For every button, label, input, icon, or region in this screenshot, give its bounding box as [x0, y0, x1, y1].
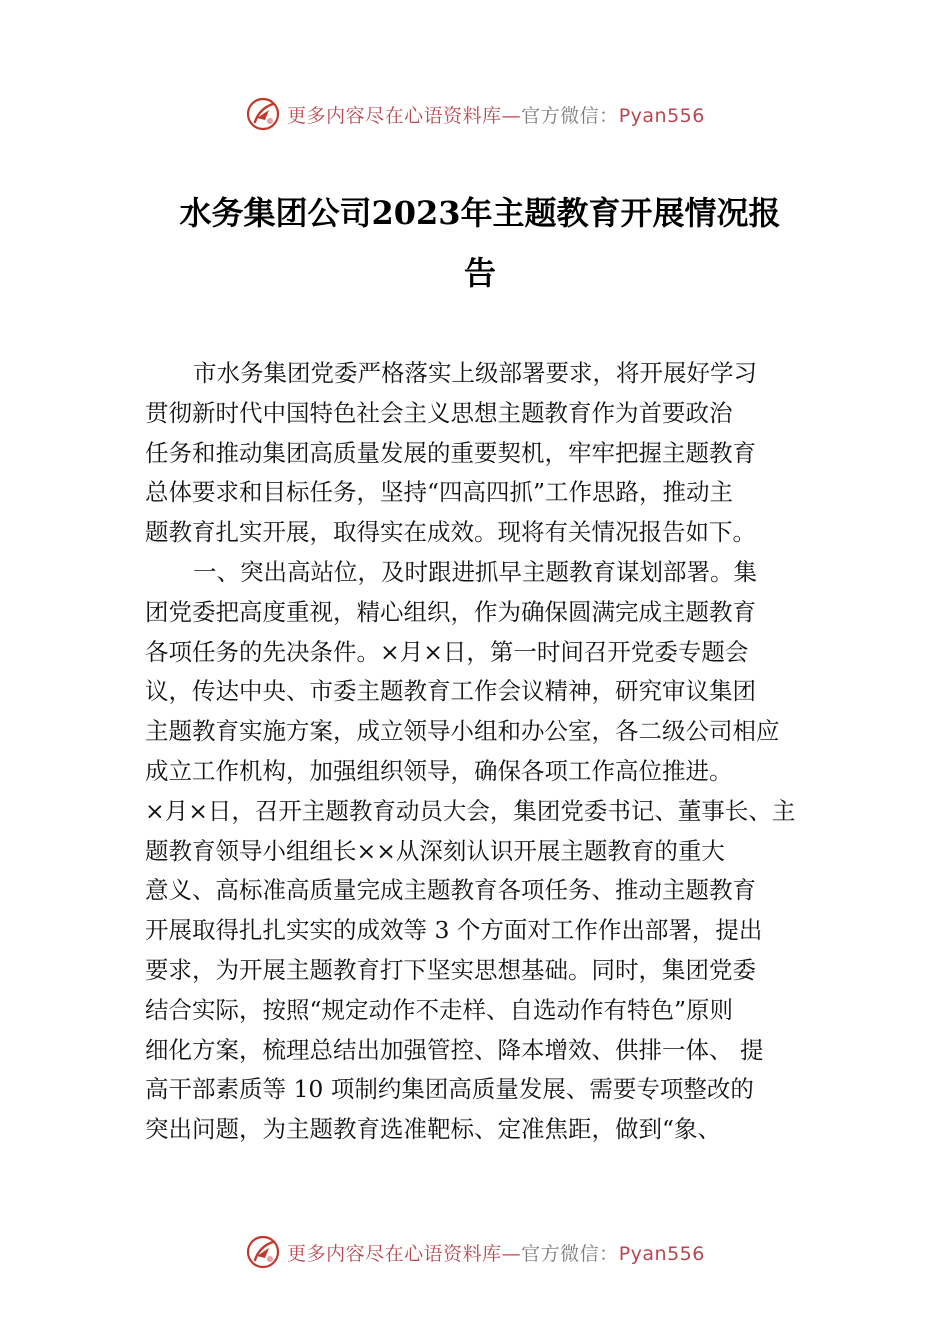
body-line: 任务和推动集团高质量发展的重要契机，牢牢把握主题教育 — [145, 438, 756, 467]
footer-banner — [0, 1232, 950, 1272]
body-line: 成立工作机构，加强组织领导，确保各项工作高位推进。 — [145, 756, 733, 785]
body-line: 市水务集团党委严格落实上级部署要求，将开展好学习 — [193, 359, 757, 387]
header-banner — [0, 94, 950, 134]
logo-icon — [245, 1234, 281, 1270]
title-line: 水务集团公司2023年主题教育开展情况报 — [179, 194, 781, 232]
title-line: 告 — [463, 254, 496, 292]
body-line: 突出问题，为主题教育选准靶标、定准焦距，做到“象、 — [145, 1115, 722, 1144]
body-line: 总体要求和目标任务，坚持“四高四抓”工作思路，推动主 — [145, 478, 734, 507]
banner-text: 更多内容尽在心语资料库—官方微信：Pyan556 — [287, 1242, 705, 1265]
body-line: 一、突出高站位，及时跟进抓早主题教育谋划部署。集 — [193, 557, 757, 586]
body-line: 题教育扎实开展，取得实在成效。现将有关情况报告如下。 — [145, 518, 756, 547]
banner-text: 更多内容尽在心语资料库—官方微信：Pyan556 — [287, 104, 705, 127]
body-line: 结合实际，按照“规定动作不走样、自选动作有特色”原则 — [145, 995, 734, 1024]
document-title — [145, 183, 815, 303]
body-line: 主题教育实施方案，成立领导小组和办公室，各二级公司相应 — [145, 717, 780, 746]
body-line: 议，传达中央、市委主题教育工作会议精神，研究审议集团 — [145, 677, 756, 706]
body-line: ×月×日，召开主题教育动员大会，集团党委书记、董事长、主 — [145, 796, 796, 825]
body-line: 各项任务的先决条件。×月×日，第一时间召开党委专题会 — [145, 637, 749, 666]
document-body — [145, 354, 821, 1150]
body-line: 贯彻新时代中国特色社会主义思想主题教育作为首要政治 — [145, 398, 733, 427]
body-line: 要求，为开展主题教育打下坚实思想基础。同时，集团党委 — [145, 955, 756, 984]
logo-icon — [245, 96, 281, 132]
body-line: 开展取得扎扎实实的成效等 3 个方面对工作作出部署，提出 — [145, 916, 763, 945]
body-line: 团党委把高度重视，精心组织，作为确保圆满完成主题教育 — [145, 597, 756, 626]
body-line: 意义、高标准高质量完成主题教育各项任务、推动主题教育 — [145, 876, 756, 905]
body-line: 细化方案，梳理总结出加强管控、降本增效、供排一体、 提 — [145, 1035, 764, 1064]
body-line: 题教育领导小组组长××从深刻认识开展主题教育的重大 — [145, 836, 725, 865]
body-line: 高干部素质等 10 项制约集团高质量发展、需要专项整改的 — [145, 1075, 754, 1104]
